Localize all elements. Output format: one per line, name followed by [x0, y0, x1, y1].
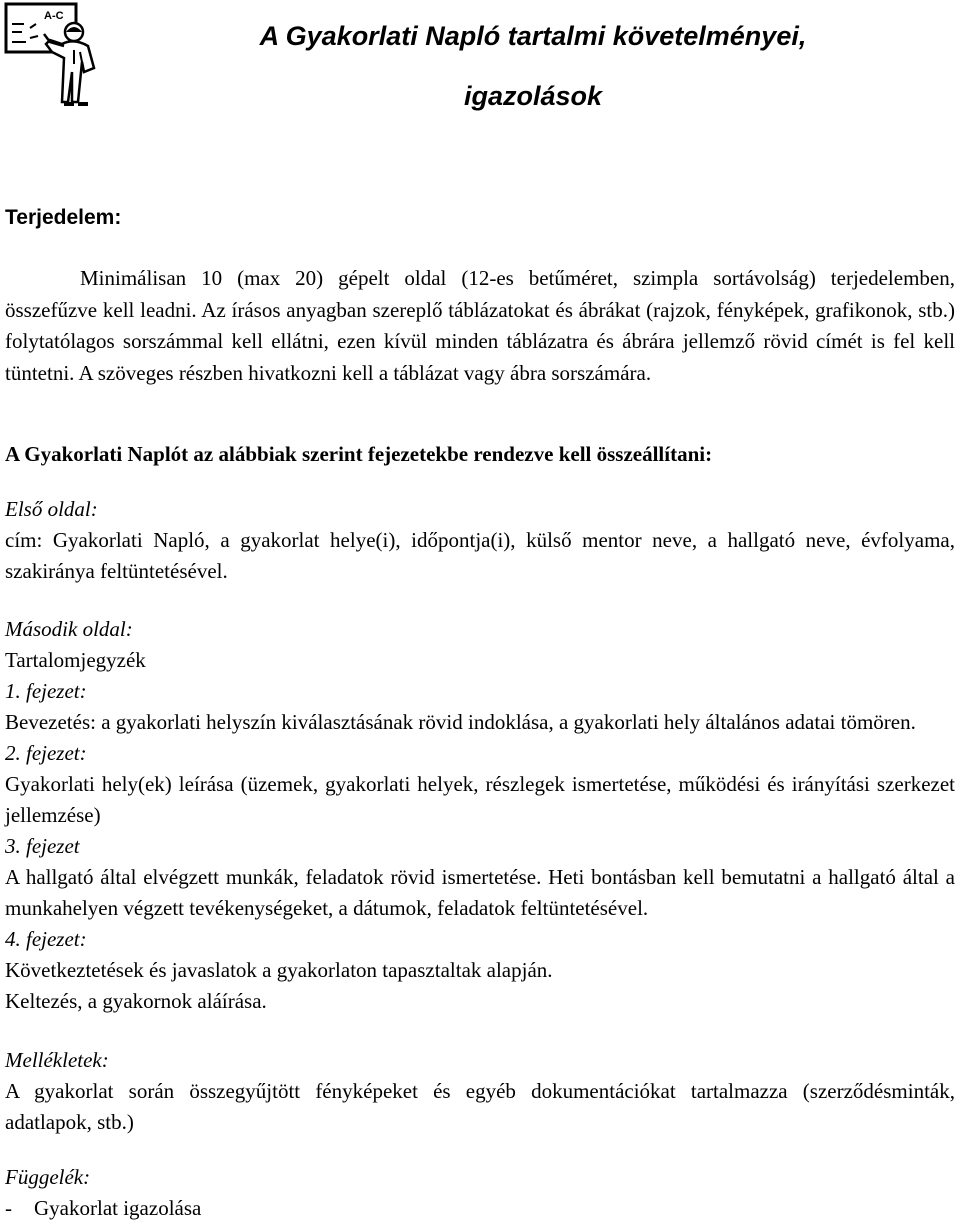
page-subtitle: igazolások [463, 81, 603, 111]
chapter-4-heading: 4. fejezet: [5, 927, 87, 951]
structure-lead: A Gyakorlati Naplót az alábbiak szerint fejezetekbe rendezve kell összeállítani: [5, 442, 713, 466]
second-page-section [5, 614, 955, 1017]
annex-section [5, 1045, 955, 1138]
page-title: A Gyakorlati Napló tartalmi követelményei, [259, 21, 807, 51]
annex-text: A gyakorlat során összegyűjtött fényképeket és egyéb dokumentációkat tartalmazza (szerződésminták, adatlapok, stb.) [5, 1079, 955, 1134]
appendix-section [5, 1162, 955, 1224]
signature-line-text: Keltezés, a gyakornok aláírása. [5, 989, 267, 1013]
table-of-contents-text: Tartalomjegyzék [5, 648, 146, 672]
chapter-2-text: Gyakorlati hely(ek) leírása (üzemek, gyakorlati helyek, részlegek ismertetése, működési és irányítási szerkezet jellemzése) [5, 772, 955, 827]
first-page-section [5, 494, 955, 587]
chapter-1-heading: 1. fejezet: [5, 679, 87, 703]
chapter-3-text: A hallgató által elvégzett munkák, feladatok rövid ismertetése. Heti bontásban kell bemutatni a hallgató által a munkahelyen végzett tevékenységeket, a dátumok, feladatok feltüntetésével. [5, 865, 955, 920]
chapter-1-text: Bevezetés: a gyakorlati helyszín kiválasztásának rövid indoklása, a gyakorlati hely általános adatai tömören. [5, 710, 916, 734]
first-page-text: cím: Gyakorlati Napló, a gyakorlat helye(i), időpontja(i), külső mentor neve, a hallgató neve, évfolyama, szakiránya feltüntetésével. [5, 528, 955, 583]
list-item [5, 1193, 955, 1224]
teacher-at-whiteboard-icon [4, 2, 106, 110]
second-page-heading: Második oldal: [5, 617, 133, 641]
first-page-heading: Első oldal: [5, 497, 98, 521]
appendix-item-text: Gyakorlat igazolása [34, 1196, 202, 1220]
chapter-3-heading: 3. fejezet [5, 834, 80, 858]
scope-heading: Terjedelem: [5, 206, 122, 229]
annex-heading: Mellékletek: [5, 1048, 109, 1072]
list-bullet: - [5, 1196, 12, 1220]
logo-board-text: A-C [44, 10, 64, 22]
chapter-4-text: Következtetések és javaslatok a gyakorlaton tapasztaltak alapján. [5, 958, 553, 982]
chapter-2-heading: 2. fejezet: [5, 741, 87, 765]
appendix-heading: Függelék: [5, 1165, 91, 1189]
scope-paragraph: Minimálisan 10 (max 20) gépelt oldal (12-es betűméret, szimpla sortávolság) terjedelemben, összefűzve kell leadni. Az írásos anyagban szereplő táblázatokat és ábrákat (rajzok, fényképek, grafikonok, stb.) folytatólagos sorszámmal kell ellátni, ezen kívül minden táblázatra és ábrára jellemző rövid címét is fel kell tüntetni. A szöveges részben hivatkozni kell a táblázat vagy ábra sorszámára. [5, 266, 955, 385]
